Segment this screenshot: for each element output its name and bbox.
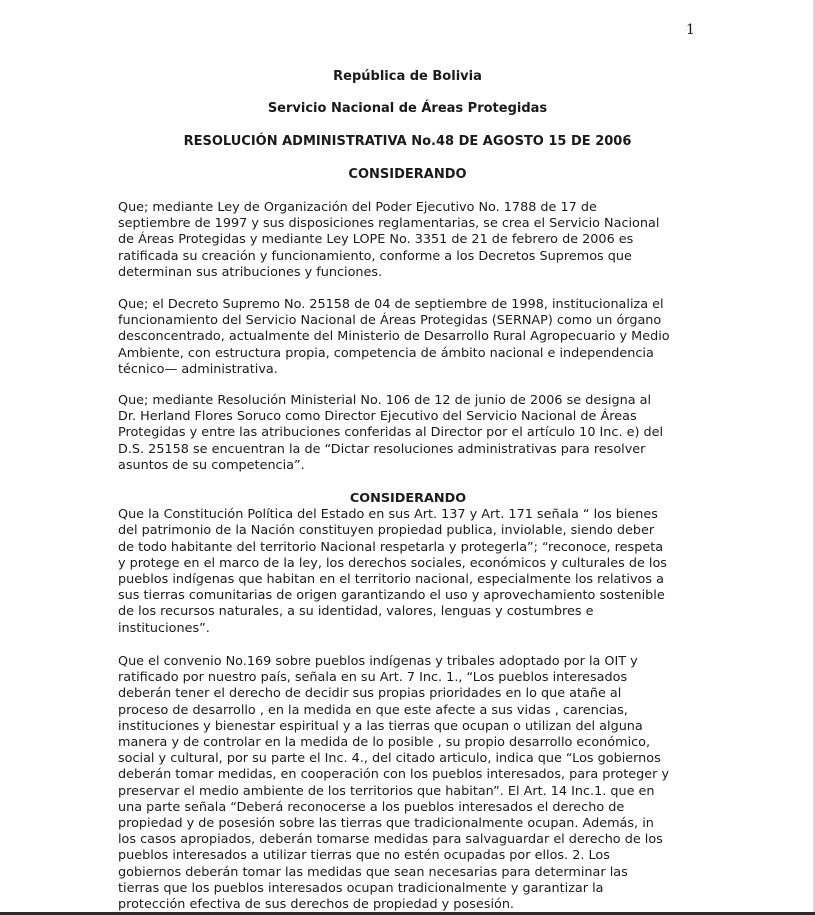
text-line: ratificado por nuestro país, señala en su Art. 7 Inc. 1., “Los pueblos interesados: [118, 670, 628, 686]
paragraph-constitucion: [118, 491, 698, 637]
considerando-heading: CONSIDERANDO: [349, 491, 467, 506]
text-line: protección efectiva de sus derechos de propiedad y posesión.: [118, 897, 515, 913]
text-line: manera y de controlar en la medida de lo posible , su propio desarrollo económico,: [118, 735, 651, 751]
text-line: Que; mediante Ley de Organización del Poder Ejecutivo No. 1788 de 17 de: [118, 200, 597, 215]
text-line: social y cultural, por su parte el Inc. 4., del citado articulo, indica que “Los gobiernos: [118, 751, 661, 767]
text-line: instituciones y bienestar espiritual y a las tierras que ocupan o utilizan del alguna: [118, 718, 643, 734]
text-line: del patrimonio de la Nación constituyen propiedad publica, inviolable, siendo deber: [118, 523, 655, 539]
text-line: de Áreas Protegidas y mediante Ley LOPE No. 3351 de 21 de febrero de 2006 es: [118, 232, 634, 248]
text-line: pueblos indígenas que habitan en el territorio nacional, especialmente los relativos a: [118, 572, 664, 588]
page-number: 1: [686, 22, 695, 38]
agency-heading: Servicio Nacional de Áreas Protegidas: [267, 101, 548, 116]
text-line: septiembre de 1997 y sus disposiciones reglamentarias, se crea el Servicio Nacional: [118, 216, 660, 232]
text-line: propiedad y de posesión sobre las tierras que tradicionalmente ocupan. Además, in: [118, 816, 654, 832]
text-line: Dr. Herland Flores Soruco como Director Ejecutivo del Servicio Nacional de Áreas: [118, 409, 637, 425]
text-line: preservar el medio ambiente de los territorios que habitan”. El Art. 14 Inc.1. que en: [118, 783, 655, 799]
text-line: D.S. 25158 se encuentran la de “Dictar resoluciones administrativas para resolver: [118, 441, 646, 457]
text-line: Que el convenio No.169 sobre pueblos indígenas y tribales adoptado por la OIT y: [118, 654, 638, 669]
text-line: funcionamiento del Servicio Nacional de Áreas Protegidas (SERNAP) como un órgano: [118, 313, 662, 329]
text-line: ratificada su creación y funcionamiento, conforme a los Decretos Supremos que: [118, 248, 632, 264]
text-line: proceso de desarrollo , en la medida en que este afecte a sus vidas , carencias,: [118, 702, 628, 718]
text-line: asuntos de su competencia”.: [118, 457, 305, 473]
text-line: de los recursos naturales, a su identidad, valores, lenguas y costumbres e: [118, 604, 594, 620]
text-line: una parte señala “Deberá reconocerse a los pueblos interesados el derecho de: [118, 799, 625, 815]
text-line: Protegidas y entre las atribuciones conferidas al Director por el artículo 10 Inc. e) del: [118, 425, 664, 441]
resolution-title: RESOLUCIÓN ADMINISTRATIVA No.48 DE AGOSTO 15 DE 2006: [183, 134, 632, 149]
considerando-heading: CONSIDERANDO: [348, 167, 467, 182]
text-line: desconcentrado, actualmente del Ministerio de Desarrollo Rural Agropecuario y Medio: [118, 329, 670, 345]
text-line: deberán tener el derecho de decidir sus propias prioridades en lo que atañe al: [118, 686, 622, 702]
text-line: y protege en el marco de la ley, los derechos sociales, económicos y culturales de los: [118, 555, 667, 571]
text-line: determinan sus atribuciones y funciones.: [118, 264, 383, 280]
country-heading: República de Bolivia: [333, 69, 482, 84]
paragraph-resolucion-ministerial: [118, 393, 698, 474]
text-line: deberán tomar medidas, en cooperación con los pueblos interesados, para proteger y: [118, 767, 670, 783]
text-line: técnico— administrativa.: [118, 361, 278, 377]
text-line: tierras que los pueblos interesados ocupan tradicionalmente y garantizar la: [118, 880, 604, 896]
paragraph-ley-organizacion: [118, 200, 698, 281]
paragraph-convenio-oit: [118, 654, 698, 913]
text-line: Ambiente, con estructura propia, competencia de ámbito nacional e independencia: [118, 345, 654, 361]
paragraph-decreto-supremo: [118, 297, 698, 378]
text-line: los casos apropiados, deberán tomarse medidas para salvaguardar el derecho de los: [118, 832, 663, 848]
text-line: Que; mediante Resolución Ministerial No. 106 de 12 de junio de 2006 se designa al: [118, 393, 651, 408]
text-line: sus tierras comunitarias de origen garantizando el uso y aprovechamiento sostenible: [118, 588, 665, 604]
text-line: gobiernos deberán tomar las medidas que sean necesarias para determinar las: [118, 864, 628, 880]
text-line: Que la Constitución Política del Estado en sus Art. 137 y Art. 171 señala “ los bienes: [118, 507, 658, 523]
text-line: Que; el Decreto Supremo No. 25158 de 04 de septiembre de 1998, institucionaliza el: [118, 297, 664, 312]
text-line: de todo habitante del territorio Nacional respetarla y protegerla”; “reconoce, respeta: [118, 539, 664, 555]
text-line: pueblos interesados a utilizar tierras que no estén ocupadas por ellos. 2. Los: [118, 848, 610, 864]
text-line: instituciones”.: [118, 620, 210, 636]
